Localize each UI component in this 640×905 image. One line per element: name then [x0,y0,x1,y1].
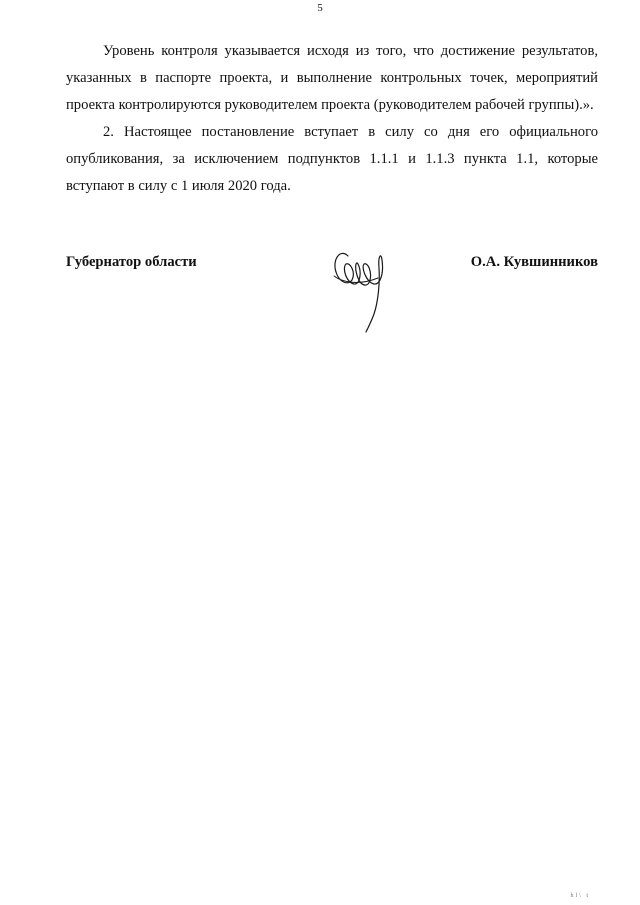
document-body [66,38,598,200]
page-number: 5 [317,2,323,14]
handwritten-signature-icon [328,242,392,339]
paragraph-control-level: Уровень контроля указывается исходя из того, что достижение результатов, указанных в паспорте проекта, и выполнение контрольных точек, мероприятий проекта контролируются руководителем проекта (руководителем рабочей группы).». [66,43,598,113]
signer-name: О.А. Кувшинников [470,254,598,270]
corner-mark: hl\ t [570,893,590,899]
paragraph-effective-date: 2. Настоящее постановление вступает в силу со дня его официального опубликования, за исключением подпунктов 1.1.1 и 1.1.3 пункта 1.1, которые вступают в силу с 1 июля 2020 года. [66,124,598,194]
signer-title: Губернатор области [66,254,197,270]
signature-block [66,242,598,342]
